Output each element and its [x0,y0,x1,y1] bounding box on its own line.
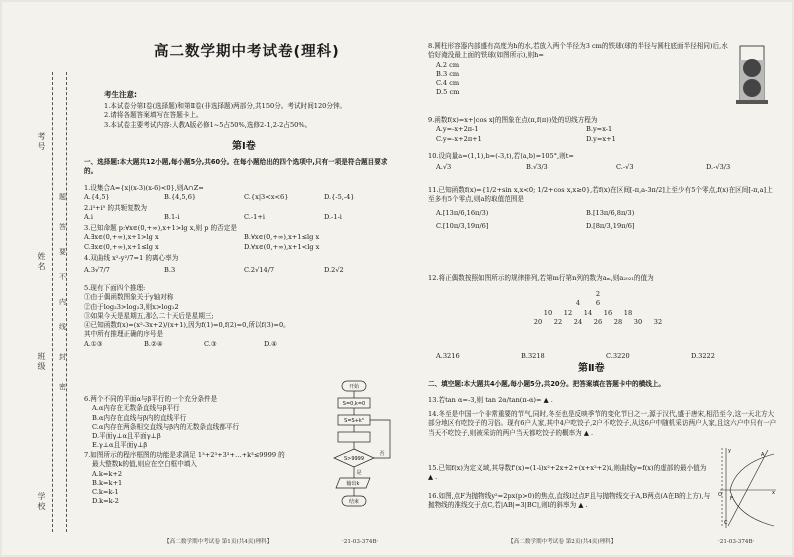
question-10 [428,152,778,173]
triangle-cell: 32 [653,317,663,326]
section-2-desc: 二、填空题:本大题共4小题,每小题5分,共20分。把答案填在答题卡中的横线上。 [428,380,665,388]
triangle-cell: 4 [575,299,581,308]
triangle-cell: 2 [595,290,601,298]
notes [104,102,394,130]
flow-label: 是 [356,470,362,476]
page-code: ·21-03-374B· [718,539,755,545]
seal-char: 内 [59,298,66,306]
section-2-title: 第Ⅱ卷 [578,363,605,374]
question-stem: 8.圆柱形容器内部盛有高度为h的水,若放入两个半径为3 cm的铁球(球的半径与圆柱底面半径相同)后,水恰好淹没最上面的铁球(如图所示),则h= [428,42,728,60]
option: A.[13π/6,16π/3) [436,208,489,217]
seal-char: 封 [59,353,66,361]
option: C.α内存在两条相交直线与β内的无数条直线都平行 [92,422,240,431]
option: B.y=x-1 [586,125,613,134]
question-1 [84,184,399,203]
option: A.i [84,213,93,222]
seal-char: 题 [59,193,66,201]
iron-ball [743,79,761,97]
question-13: 13.若tan α=-3,则 tan 2α/tan(π-α)= ▲ . [428,396,553,404]
option: D.-1-i [324,213,342,222]
options [84,213,399,222]
triangle-cell: 30 [633,317,643,326]
option: D.5 cm [436,88,460,97]
question-stem: 7.如图所示的程序框图的功能是求满足 1³+2³+3³+…+k³≤9999 的 [84,451,285,459]
statement: ③如果今天是星期五,那么二十天后是星期三; [84,311,214,320]
section-1-title: 第Ⅰ卷 [232,141,256,152]
seal-line-2 [66,72,67,532]
question-stem: 5.现有下面四个推理: [84,284,146,292]
options [428,135,778,144]
question-3 [84,224,399,252]
option: D.y=x+1 [586,134,616,143]
question-stem: 10.设向量a=(1,1),b=(-3,t),若⟨a,b⟩=105°,则t= [428,152,574,160]
option: D.2√2 [324,266,344,275]
options [84,233,399,242]
option: A.3√7/7 [84,266,110,275]
triangle-cell: 26 [593,317,603,326]
option: C.-√3 [616,163,634,172]
triangle-cell: 28 [613,317,623,326]
line-l [728,450,768,526]
triangle-cell: 16 [603,308,613,317]
option: A.∃x∈(0,+∞),x+1>lg x [84,233,159,242]
question-stem: 6.两个不同的平面α与β平行的一个充分条件是 [84,395,218,403]
page-title: 高二数学期中考试卷(理科) [154,44,340,60]
question-8 [428,42,728,98]
triangle-cell: 14 [583,308,593,317]
seal-char: 要 [59,248,66,256]
page-footer: 【高二数学期中考试卷 第2页(共4页)理科】 [508,539,617,545]
options [84,340,399,349]
flow-blank-box [338,432,370,442]
triangle-row [528,299,668,308]
option: B.∀x∈(0,+∞),x+1≤lg x [244,233,320,242]
option: C.∃x∈(0,+∞),x+1≤lg x [84,242,159,251]
name-label: 姓名 [37,252,46,272]
triangle-cell: 20 [533,317,543,326]
option: D.④ [264,339,278,348]
question-stem: 3.已知命题 p:∀x∈(0,+∞),x+1>lg x,则 p 的否定是 [84,224,237,232]
question-stem-cont: 最大整数k的值,则应在空白框中填入 [92,460,197,469]
option: D.k=k-2 [92,497,119,506]
page-code: ·21-03-374B· [342,539,379,545]
question-stem: 9.函数f(x)=x+|cos x|的图象在点(π,f(π))处的切线方程为 [428,116,598,124]
option: B.k=k+1 [92,478,123,487]
triangle-cell: 10 [543,308,553,317]
question-11 [428,186,778,231]
option: B.√3/3 [526,163,548,172]
seal-char: 密 [59,383,66,391]
seal-char: 不 [59,273,66,281]
option: C.k=k-1 [92,488,119,497]
option: D.[8π/3,19π/6] [586,221,635,230]
option: D.平面γ⊥α且平面γ⊥β [92,432,161,441]
note-item: 1.本试卷分第Ⅰ卷(选择题)和第Ⅱ卷(非选择题)两部分,共150分。考试时间120分钟。 [104,102,347,110]
option: B.3 cm [436,69,460,78]
option: C.{x|3<x<6} [244,193,289,202]
options [428,163,778,172]
question-stem: 12.将正偶数按照如图所示的规律排列,若第m行第n列的数为aₘ,则a₂₀₂₁的值为 [428,274,654,282]
option: B.3218 [521,352,545,360]
question-stem: 11.已知函数f(x)={1/2+sin x,x<0; 1/2+cos x,x≥0},若f(x)在区间[-π,a-3π/2]上至少有5个零点,f(x)在区间[-π,a]上至多有5个零点,则a的取值范围是 [428,186,773,204]
option: C.4 cm [436,79,460,88]
page-footer: 【高二数学期中考试卷 第1页(共4页)理科】 [164,539,273,545]
question-9 [428,116,778,144]
question-stem: 2.i³+i⁵ 的共轭复数为 [84,204,147,212]
flowchart-diagram [324,378,404,536]
option: E.γ⊥α且平面γ⊥β [92,441,148,450]
flow-label: 开始 [348,384,360,390]
question-7 [84,451,334,507]
svg-text:F: F [730,496,733,502]
flow-label: S>9999 [343,456,365,462]
section-1-desc: 一、选择题:本大题共12小题,每小题5分,共60分。在每小题给出的四个选项中,只有一项是符合题目要求的。 [84,158,388,176]
question-12 [428,274,778,283]
triangle-row [528,309,668,318]
iron-ball [743,59,761,77]
exam-no-label: 考号 [37,132,46,152]
option: A.3216 [436,352,460,360]
question-stem: 4.双曲线 x²-y²/7=1 的离心率为 [84,254,179,262]
binding-strip [30,72,76,532]
question-4 [84,254,399,276]
options [428,222,778,231]
svg-text:O: O [718,492,722,498]
statement: 其中所有推理正确的序号是 [84,330,164,339]
triangle-row [528,318,668,327]
exam-sheet [2,2,792,555]
option: D.-√3/3 [706,163,731,172]
question-14: 14.冬至是中国一个非常重要的节气,同时,冬至也是反映季节的变化节日之一,源于汉代,盛于唐宋,相沿至今,这一天北方大部分地区有吃饺子的习俗。现有6户人家,其中4户吃饺子,2户不吃饺子,从这6户中随机采访两户人家,且这六户中只有一户当天不吃饺子,则被采访的两户当天都吃饺子的概率为 ▲ . [428,410,777,437]
parabola-figure [716,444,778,530]
options [428,209,778,218]
flow-label: S=0,k=0 [342,401,366,407]
option: B.1-i [164,213,180,222]
option: B.{4,5,6} [164,193,197,202]
svg-text:C: C [724,520,728,526]
flow-label: 输出k [346,481,360,487]
option: A.{4,5} [84,193,110,202]
question-stem: 1.设集合A={x|(x-3)(x-6)<0},则A∩Z= [84,184,204,192]
svg-text:y: y [728,448,731,454]
options [428,125,778,134]
note-item: 2.请将各题答案填写在答题卡上。 [104,111,203,120]
option: C.-1+i [244,213,265,222]
class-label: 班级 [37,352,46,372]
triangle-row [528,290,668,299]
option: A.①③ [84,339,103,348]
option: A.2 cm [436,60,460,69]
option: B.[13π/6,8π/3) [586,208,635,217]
options [84,243,399,252]
statement: ②由于log₂3>log₂3,则x>log₂2 [84,302,179,311]
option: A.α内存在无数条直线与β平行 [92,404,180,413]
triangle-cell: 6 [595,299,601,308]
notes-heading: 考生注意: [104,90,137,99]
option: B.α内存在直线与β内的直线平行 [92,413,187,422]
question-6 [84,395,324,451]
svg-text:x: x [772,490,775,496]
triangle-cell: 18 [623,308,633,317]
option: D.∀x∈(0,+∞),x+1<lg x [244,242,320,251]
option: C.y=-x+2π+1 [436,134,482,143]
triangle-cell: 12 [563,308,573,317]
statement: ①由于偶函数图象关于y轴对称 [84,293,174,302]
question-12-options [436,352,776,361]
option: C.3220 [606,352,630,360]
seal-char: 线 [59,323,66,331]
question-5 [84,284,399,349]
question-16: 16.如图,点F为抛物线y²=2px(p>0)的焦点,直线l过点F且与抛物线交于A,B两点(A在B的上方),与抛物线的准线交于点C,若|AB|=3|BC|,则l的斜率为 ▲ . [428,492,711,510]
option: B.3 [164,266,176,275]
svg-text:A: A [761,452,765,458]
option: A.√3 [436,163,452,172]
options [84,266,399,275]
option: C.[10π/3,19π/6] [436,221,489,230]
option: B.②④ [144,339,163,348]
question-2 [84,204,399,223]
flow-label: S=S+k³ [344,418,364,424]
option: C.2√14/7 [244,266,275,275]
question-15: 15.已知f(x)为定义域,其导数f'(x)=(1-i)x²+2x+2+(x+x²+2)i,则曲线y=f(x)的虚部的最小值为 ▲ . [428,464,707,482]
triangle-cell: 24 [573,317,583,326]
cylinder-figure [734,44,770,106]
seal-line [52,72,53,532]
triangle-cell: 22 [553,317,563,326]
flow-label: 否 [379,451,385,457]
school-label: 学校 [37,492,46,512]
option: D.{-5,-4} [324,193,355,202]
option: A.k=k+2 [92,469,123,478]
number-triangle [528,290,668,327]
options [84,193,399,202]
seal-char: 答 [59,223,66,231]
statement: ④已知函数f(x)=(x²-3x+2)/(x+1),因为f(1)=0,f(2)=0,所以f(3)=0。 [84,321,290,330]
option: D.3222 [691,352,715,360]
option: C.③ [204,339,217,348]
option: A.y=-x+2π-1 [436,125,479,134]
note-item: 3.本试卷主要考试内容:人教A版必修1~5占50%,选修2-1,2-2占50%。 [104,120,312,129]
flow-label: 结束 [348,499,360,505]
